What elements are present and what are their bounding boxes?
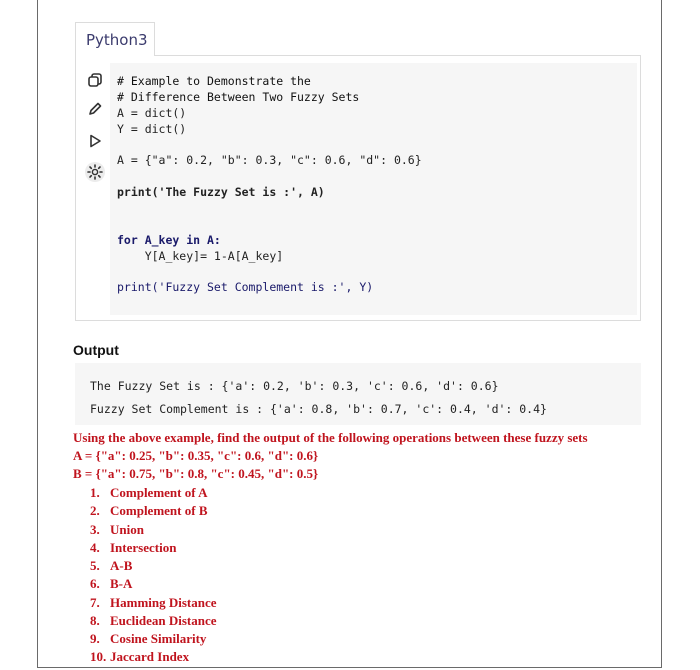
set-b-definition: B = {"a": 0.75, "b": 0.8, "c": 0.45, "d": 0.5} <box>73 466 319 481</box>
list-item: 3. Union <box>90 522 144 537</box>
code-line: A = {"a": 0.2, "b": 0.3, "c": 0.6, "d": 0.6} <box>117 153 422 167</box>
code-line: Y[A_key]= 1-A[A_key] <box>117 249 284 263</box>
list-item: 9. Cosine Similarity <box>90 631 207 646</box>
code-line: for A_key in A: <box>117 233 221 247</box>
run-icon[interactable] <box>85 131 105 151</box>
output-line: The Fuzzy Set is : {'a': 0.2, 'b': 0.3, 'c': 0.6, 'd': 0.6} <box>90 379 499 393</box>
tab-label: Python3 <box>86 31 148 49</box>
tab-python3[interactable] <box>75 22 155 56</box>
settings-icon[interactable] <box>85 162 105 182</box>
edit-icon[interactable] <box>85 99 105 119</box>
list-item: 7. Hamming Distance <box>90 595 217 610</box>
code-line: A = dict() <box>117 106 187 120</box>
copy-icon[interactable] <box>85 70 105 90</box>
list-item: 2. Complement of B <box>90 503 208 518</box>
question-intro: Using the above example, find the output of the following operations between these fuzzy sets <box>73 430 588 445</box>
list-item: 1. Complement of A <box>90 485 208 500</box>
code-line: print('Fuzzy Set Complement is :', Y) <box>117 280 374 294</box>
list-item: 6. B-A <box>90 576 133 591</box>
list-item: 4. Intersection <box>90 540 177 555</box>
list-item: 8. Euclidean Distance <box>90 613 217 628</box>
list-item: 5. A-B <box>90 558 133 573</box>
output-heading: Output <box>73 342 119 358</box>
set-a-definition: A = {"a": 0.25, "b": 0.35, "c": 0.6, "d": 0.6} <box>73 448 319 463</box>
list-item: 10. Jaccard Index <box>90 649 190 664</box>
output-line: Fuzzy Set Complement is : {'a': 0.8, 'b': 0.7, 'c': 0.4, 'd': 0.4} <box>90 402 547 416</box>
code-line: Y = dict() <box>117 122 187 136</box>
code-line: # Example to Demonstrate the <box>117 74 311 88</box>
code-line: print('The Fuzzy Set is :', A) <box>117 185 325 199</box>
code-line: # Difference Between Two Fuzzy Sets <box>117 90 360 104</box>
